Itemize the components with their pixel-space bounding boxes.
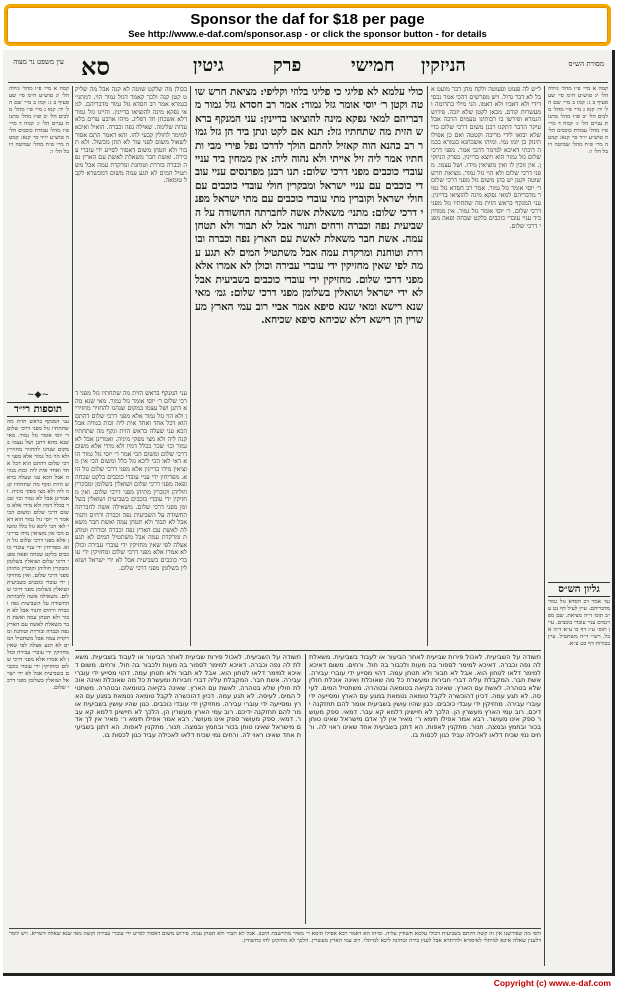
gemara-main-text: כולי עלמא לא פליגי כי פליגי בלוזי וקליפי: מציאת חרש שוטה וקטן ר׳ יוסי אומר גזל גמור: אמר רב חסדא גזל גמור מדבריהם למאי נפקא מינה להוציאו בדיינין: עני המנקף בראש הזית מה שתחתיו גזל: תנא אם לקט ונתן ביד הן גזל גמור רב כהנא הוה קאזיל להתם הולך לדרכו נפל פירי מבי ותחתיו אמר ליה זיל אייתי ולא נהוה ליה: אין ממחין ביד עניי עובדי כוכבים מפני דרכי שלום: תנו רבנן מפרנסים עניי עובדי כוכבים עם עניי ישראל ומבקרין חולי עובדי כוכבים עם חולי ישראל וקוברין מתי עובדי כוכבים עם מתי ישראל מפני דרכי שלום: מתני׳ משאלת אשה לחברתה החשודה על השביעית נפה וכברה ורחים ותנור אבל לא תבור ולא תטחן עמה. אשת חבר משאלת לאשת עם הארץ נפה וכברה ובוררת וטוחנת ומרקדת עמה אבל משתטיל המים לא תגע עמה לפי שאין מחזיקין ידי עוברי עבירה וכולן לא אמרו אלא מפני דרכי שלום. מחזיקין ידי עובדי כוכבים בשביעית אבל לא ידי ישראל ושואלין בשלומן מפני דרכי שלום: גמ׳ מאי שנא רישא ומאי שנא סיפא אמר אביי רוב עמי הארץ מעשרין הן רישא דלא שכיחא סיפא שכיחא. [195, 86, 423, 326]
gemara-main-column [195, 86, 423, 646]
gilyon-hashas-text: גמ׳ אמר רב חסדא גזל גמור מדבריהם. עיין לעיל דף נט ע״ב תוס׳ ד״ה מציאת. שם מפרנסים עניי עובדי כוכבים. עיין תוס׳ ע״ז דף כו ע״א ד״ה אבל. רש״י ד״ה משתטיל. עיין בכורות דף כט ע״א. [548, 599, 610, 647]
masoret-hashas-column [548, 86, 608, 576]
chapter-name: הניזקין [421, 55, 466, 76]
sponsor-subtitle: See http://www.e-daf.com/sponsor.asp - or click the sponsor button - for details [128, 29, 487, 40]
ein-mishpat-header: עין משפט נר מצוה [13, 58, 64, 66]
tosafot-column-lower [75, 390, 187, 650]
perek-label: פרק [273, 55, 302, 76]
tosafot-lower-text: חשודה על השביעית. לאכול פירות שביעית לאחר הביעור או לעבוד בשביעית. משאלת לה נפה וכברה. דאיכא למימר לספור בה מעות ולכבור בה חול. ורחים. משום דאיכא למימר דלאו לטחון הוא. אבל לא תבור ולא תטחן עמה. דהוי מסייע ידי עוברי עבירה. אשת חבר. המקבלת עליה דברי חבירות ומעשרת כל מה שאוכלת ואינה אוכלת חולין שלא בטהרה. לאשת עם הארץ. שאינה בקיאה בטומאה ובטהרה. משתטיל המים. לעיסה. לא תגע עמה. דכיון דהוכשרה לקבל טומאה נטמאת במגע עם הארץ ומסייעה ידי עוברי עבירה. מחזיקין ידי עובדי כוכבים. כגון שהיו עושין בשביעית אומר להם תחזקנה ידיכם. רוב עמי הארץ מעשרין הן. הלכך לא חיישינן דלמא קא עבר. דמאי. ספק מעושר ספק אינו מעושר. רבא אמר אפילו תימא ר׳ מאיר אין לך אדם מישראל שאינו טוחן בכור ובחמץ ובמצה. תנור. מתקנין לאפות. הא דתנן בשביעית אחד שאינו ראוי לה. ורחים נמי שכיח דלאו לאכילה עביד כגון לכסות בו. [75, 654, 301, 739]
gilyon-hashas-title: גליון הש״ס [548, 582, 610, 597]
copyright-link[interactable]: Copyright (c) www.e-daf.com [493, 978, 611, 988]
rashi-column [431, 86, 541, 646]
sponsor-title: Sponsor the daf for $18 per page [190, 11, 425, 28]
sponsor-banner[interactable] [4, 4, 611, 46]
bottom-commentary-text: ולפי מה שפירשנו אין זה קשה דהתם בשביעית דכולי עלמא חשודין עליה. ומיהו הא דאמר רבא אפילו תימא ר׳ מאיר מתיישבת היטב. אבל לא תבור ולא תטחן עמה. פירוש משום דאסור לסייע ידי עוברי עבירה וקשה מאי שנא שאלה דשריא. ויש לומר דלענין שאלה איכא למיתלי לאיסורא ולהיתרא אבל לענין בירה וטחינה ליכא למיתלי. רוב עמי הארץ מעשרין. הלכך לא מחזקינן להו בחשודין. [9, 931, 541, 944]
masoret-hashas-text: קמה א מיי׳ פ״ו מהל׳ גזילה הל׳ יג טוש״ע ח״מ סי׳ שע סעיף ב ג: קמו ב מיי׳ שם הל׳ יד: קמז ג מיי׳ פ״י מהל׳ מלכים הל׳ יב ופ״ז מהל׳ מתנות עניים הל׳ ז: קמח ד מיי׳ פ״ז מהל׳ עבודת כוכבים הל׳ ה טוש״ע יו״ד סי׳ קנא: קמט ה מיי׳ פ״ח מהל׳ שמיטה ויובל הל׳ ו: [548, 86, 608, 155]
tosafot-lower-block [75, 654, 301, 924]
tosafot-text-lower: עני המנקף בראש הזית מה שתחתיו גזל מפני דרכי שלום ר׳ יוסי אומר גזל גמור. מאי שנא מהא דתנן ושל עצמו במקום שנהגו להחזיר מחזירין ולא הוי גזל גמור אלא מפני דרכי שלום דהתם הוא דכל אחד ואחד אית ליה זכות בגוויה אבל הכא עני שעלה בראש הזית ונקף מה שתחתיו קנה ליה ולא מצי מפקי מיניה. ואמרינן אבל לא גמור וכו׳ שכר בכלל דמיו ולא מידי אלא משום דרכי שלום ומשום הכי אמר ר׳ יוסי גזל גמור הוא דאי לאו הכי ליכא גזל כלל ומשום הכי אין מוציאין מידו בדיינין אלא מפני דרכי שלום גזל הוא. מפריחין ידי עניי עובדי כוכבים בלקט שכחה ופאה מפני דרכי שלום ושואלין בשלומן ומבקרין חוליהן וקוברין מתיהן מפני דרכי שלום. ואין מחזיקין ידי עובדי כוכבים בשביעית ושואלין בשלומן מפני דרכי שלום. משאילה אשה לחברתה החשודה על השביעית נפה וכברה ורחים ותנור אבל לא תבור ולא תטחן עמה ואשת חבר משאלת לאשת עם הארץ נפה וכברה ובוררת וטוחנת ומרקדת עמה אבל משתטיל המים לא תגע אצלה לפי שאין מחזיקין ידי עוברי עבירה וכולן לא אמרו אלא מפני דרכי שלום ומחזיקין ידי עובדי כוכבים בשביעית אבל לא ידי ישראל ושואלין בשלומן מפני דרכי שלום. [75, 390, 187, 572]
daf-number: סא [81, 52, 111, 81]
tractate-name: גיטין [193, 55, 224, 76]
gilyon-hashas-column [548, 580, 610, 960]
ein-mishpat-text: קמה א מיי׳ פ״ו מהל׳ גזילה הל׳ יג טוש״ע ח״מ סי׳ שע סעיף ב ג: קמו ב מיי׳ שם הל׳ יד: קמז ג מיי׳ פ״י מהל׳ מלכים הל׳ יב ופ״ז מהל׳ מתנות עניים הל׳ ז: קמח ד מיי׳ פ״ז מהל׳ עבודת כוכבים הל׳ ה טוש״ע יו״ד סי׳ קנא: קמט ה מיי׳ פ״ח מהל׳ שמיטה ויובל הל׳ ו: [9, 86, 69, 155]
bottom-commentary-strip [9, 931, 541, 971]
rashi-lower-block [309, 654, 541, 924]
tosafot-column [75, 86, 187, 386]
ein-mishpat-column [9, 86, 69, 386]
rashi-lower-text: חשודה על השביעית. לאכול פירות שביעית לאחר הביעור או לעבוד בשביעית. משאלת לה נפה וכברה. דאיכא למימר לספור בה מעות ולכבור בה חול. ורחים. משום דאיכא למימר דלאו לטחון הוא. אבל לא תבור ולא תטחן עמה. דהוי מסייע ידי עוברי עבירה. אשת חבר. המקבלת עליה דברי חבירות ומעשרת כל מה שאוכלת ואינה אוכלת חולין שלא בטהרה. לאשת עם הארץ. שאינה בקיאה בטומאה ובטהרה. משתטיל המים. לעיסה. לא תגע עמה. דכיון דהוכשרה לקבל טומאה נטמאת במגע עם הארץ ומסייעה ידי עוברי עבירה. מחזיקין ידי עובדי כוכבים. כגון שהיו עושין בשביעית אומר להם תחזקנה ידיכם. רוב עמי הארץ מעשרין הן. הלכך לא חיישינן דלמא קא עבר. דמאי. ספק מעושר ספק אינו מעושר. רבא אמר אפילו תימא ר׳ מאיר אין לך אדם מישראל שאינו טוחן בכור ובחמץ ובמצה. תנור. מתקנין לאפות. הא דתנן בשביעית אחד שאינו ראוי לה. ורחים נמי שכיח דלאו לאכילה עביד כגון לכסות בו. [309, 654, 541, 739]
talmud-page [3, 50, 615, 976]
chapter-number: חמישי [351, 55, 395, 76]
tosafot-rid-title: תוספות רי״ד [7, 402, 69, 417]
tosafot-rid-text: עני המנקף בראש הזית מה שתחתיו גזל מפני דרכי שלום ר׳ יוסי אומר גזל גמור. מאי שנא מהא דתנן ושל עצמו במקום שנהגו להחזיר מחזירין ולא הוי גזל גמור אלא מפני דרכי שלום דהתם הוא דכל אחד ואחד אית ליה זכות בגוויה אבל הכא עני שעלה בראש הזית ונקף מה שתחתיו קנה ליה ולא מצי מפקי מיניה. ואמרינן אבל לא גמור וכו׳ שכר בכלל דמיו ולא מידי אלא משום דרכי שלום ומשום הכי אמר ר׳ יוסי גזל גמור הוא דאי לאו הכי ליכא גזל כלל ומשום הכי אין מוציאין מידו בדיינין אלא מפני דרכי שלום גזל הוא. מפריחין ידי עניי עובדי כוכבים בלקט שכחה ופאה מפני דרכי שלום ושואלין בשלומן ומבקרין חוליהן וקוברין מתיהן מפני דרכי שלום. ואין מחזיקין ידי עובדי כוכבים בשביעית ושואלין בשלומן מפני דרכי שלום. משאילה אשה לחברתה החשודה על השביעית נפה וכברה ורחים ותנור אבל לא תבור ולא תטחן עמה ואשת חבר משאלת לאשת עם הארץ נפה וכברה ובוררת וטוחנת ומרקדת עמה אבל משתטיל המים לא תגע אצלה לפי שאין מחזיקין ידי עוברי עבירה וכולן לא אמרו אלא מפני דרכי שלום ומחזיקין ידי עובדי כוכבים בשביעית אבל לא ידי ישראל ושואלין בשלומן מפני דרכי שלום. [7, 419, 69, 691]
tosafot-text: בכולן מה שלקט שוטה לא קנה אבל מה שליקט קטן קנה ולכך קאמר דגזל גמור הוי. דמתני׳ בגמרא אמר רב חסדא גזל גמור מדבריהם. למאי נפקא מינה להוציאו בדיינין. והיינו גזל גמור דלא אשכחן חד דפליג. מיהו ארבע עדים בלא עדות שלימה. שאילה נפה וכברה. הואיל ואיכא למימר לחולין קבעי להו. והא דאמר התם אסור לשאול משום לפני עור לא תתן מכשול. ולא תבור ולא תטחן משום דאסור לסייע ידי עוברי עבירה. ואשת חבר משאלת לאשת עם הארץ נפה וכברה בוררת וטוחנת ומרקדת עמה אבל משתטיל המים לא תגע עמה משום דמכשרא לקבל טומאה. [75, 86, 187, 185]
rashi-text: ל״ש לה פעוט ופעוטה ולקח מהן דבר מועט אבל לא דבר גדול. ויש מפרשים דהכי אמר נכסי דידי ולא דאביו ולא דאמו. הני מילי בתרומה ומעשרות קודם. מכאן לקטן שלא יזכה. פירוש הגמרא ופירשו בו רבותינו טעמים הרבה אבל עיקר הדבר דתקנו רבנן משום דרכי שלום כדי שלא יבואו לידי מריבה וקטטה ואם כן אפילו תינוק בן יומו נמי. ומיהו אשכחנא בגמרא בכמה דוכתי דאיכא למימר דהכי אמר. מפני דרכי שלום גזל גמור הוא ויוצא בדיינין. בפרק הניזקין. אין זוכין לו ואין מוציאין מידו. ושל עצמו. מפני דרכי שלום ולא הוי גזל גמור. מציאת חרש שוטה וקטן יש בהן משום גזל מפני דרכי שלום ר׳ יוסי אומר גזל גמור. אמר רב חסדא גזל גמור מדבריהם למאי נפקא מינה להוציאו בדיינין. עני המנקף בראש הזית מה שתחתיו גזל מפני דרכי שלום. ר׳ יוסי אומר גזל גמור. אין ממחין ביד עניי עובדי כוכבים בלקט שכחה ופאה מפני דרכי שלום. [431, 86, 541, 230]
masoret-hashas-header: מסורת הש״ס [568, 60, 604, 68]
tosafot-rid-column: ~◆~ תוספות רי״ד עני המנקף בראש הזית מה שתחתיו גזל מפני דרכי שלום ר׳ יוסי אומר גזל גמור. מאי שנא מהא דתנן ושל עצמו במקום שנהגו להחזיר מחזירין ולא הוי גזל גמור אלא מפני דרכי שלום דהתם הוא דכל אחד ואחד אית ליה זכות בגוויה אבל הכא עני שעלה בראש הזית ונקף מה שתחתיו קנה ליה ולא מצי מפקי מיניה. ואמרינן אבל לא גמור וכו׳ שכר בכלל דמיו ולא מידי אלא משום דרכי שלום ומשום הכי אמר ר׳ יוסי גזל גמור הוא דאי לאו הכי ליכא גזל כלל ומשום הכי אין מוציאין מידו בדיינין אלא מפני דרכי שלום גזל הוא. מפריחין ידי עניי עובדי כוכבים בלקט שכחה ופאה מפני דרכי שלום ושואלין בשלומן ומבקרין חוליהן וקוברין מתיהן מפני דרכי שלום. ואין מחזיקין ידי עובדי כוכבים בשביעית ושואלין בשלומן מפני דרכי שלום. משאילה אשה לחברתה החשודה על השביעית נפה וכברה ורחים ותנור אבל לא תבור ולא תטחן עמה ואשת חבר משאלת לאשת עם הארץ נפה וכברה ובוררת וטוחנת ומרקדת עמה אבל משתטיל המים לא תגע אצלה לפי שאין מחזיקין ידי עוברי עבירה וכולן לא אמרו אלא מפני דרכי שלום ומחזיקין ידי עובדי כוכבים בשביעית אבל לא ידי ישראל ושואלין בשלומן מפני דרכי שלום. [7, 390, 69, 691]
